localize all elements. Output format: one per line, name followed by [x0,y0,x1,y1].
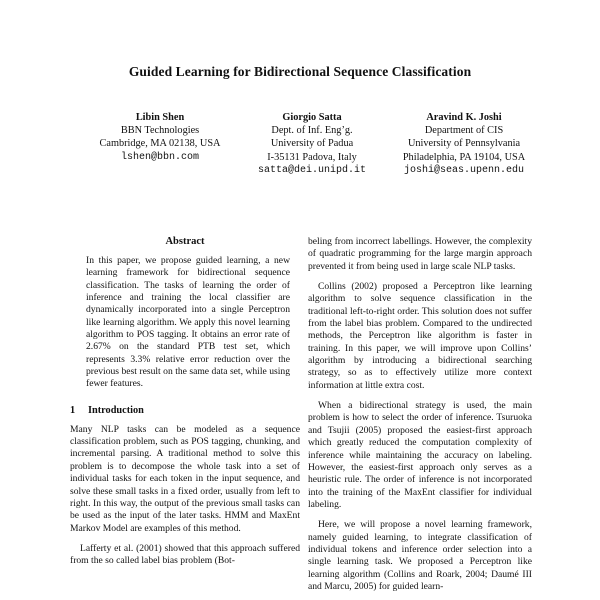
right-column [308,236,532,593]
paragraph: beling from incorrect labellings. However, the complexity of quadratic programming for the large margin approach prevented it from being used in large scale NLP tasks. [308,236,532,272]
author-name: Giorgio Satta [282,112,342,123]
author-affiliation: University of Pennsylvania [407,138,521,150]
paragraph: Collins (2002) proposed a Perceptron like learning algorithm to solve sequence classification in the traditional left-to-right order. This solution does not suffer from the label bias problem. Compared to the undirected methods, the Perceptron like algorithm is faster in training. In this paper, we will improve upon Collins’ algorithm by introducing a bidirectional searching strategy, so as to effectively utilize more context information at little extra cost. [308,281,532,391]
author-email: joshi@seas.upenn.edu [403,164,525,176]
author-3 [384,111,544,177]
left-column [70,236,300,568]
author-affiliation: Dept. of Inf. Eng’g. [271,125,353,137]
author-email: lshen@bbn.com [120,151,199,163]
author-block [0,111,600,186]
section-number: 1 [70,404,76,416]
author-1 [80,111,240,164]
author-affiliation: University of Padua [270,138,354,150]
paper-title: Guided Learning for Bidirectional Sequence Classification [128,64,472,79]
section-title: Introduction [88,404,144,416]
paragraph: Many NLP tasks can be modeled as a sequence classification problem, such as POS tagging, chunking, and incremental parsing. A traditional method to solve this problem is to decompose the whole task into a set of individual tasks for each token in the input sequence, and solve these small tasks in a fixed order, usually from left to right. In this way, the output of the previous small tasks can be used as the input of the later tasks. HMM and MaxEnt Markov Model are examples of this method. [70,423,300,534]
author-email: satta@dei.unipd.it [257,164,367,176]
author-affiliation: Philadelphia, PA 19104, USA [402,151,526,163]
author-affiliation: Department of CIS [424,125,504,137]
author-2 [232,111,392,177]
author-affiliation: I-35131 Padova, Italy [267,151,357,163]
paragraph: Lafferty et al. (2001) showed that this approach suffered from the so called label bias problem (Bot- [70,542,300,567]
author-affiliation: Cambridge, MA 02138, USA [99,138,221,150]
abstract-text: In this paper, we propose guided learning, a new learning framework for bidirectional sequence classification. The tasks of learning the order of inference and training the local classifier are dynamically incorporated into a single Perceptron like learning algorithm. We apply this novel learning algorithm to POS tagging. It obtains an error rate of 2.67% on the standard PTB test set, which represents 3.3% relative error reduction over the previous best result on the same data set, while using fewer features. [86,255,290,390]
author-name: Libin Shen [135,112,185,123]
paragraph: Here, we will propose a novel learning framework, namely guided learning, to integrate classification of individual tokens and inference order selection into a single learning task. We proposed a Perceptron like learning algorithm (Collins and Roark, 2004; Daumé III and Marcu, 2005) for guided learn- [308,519,532,592]
author-affiliation: BBN Technologies [120,125,200,137]
author-name: Aravind K. Joshi [426,112,502,123]
paragraph: When a bidirectional strategy is used, the main problem is how to select the order of inference. Tsuruoka and Tsujii (2005) proposed the easiest-first approach which greatly reduced the computation complexity of inference while maintaining the accuracy on labeling. However, the easiest-first approach only serves as a heuristic rule. The order of inference is not incorporated into the training of the MaxEnt classifier for individual labeling. [308,400,532,510]
abstract-heading: Abstract [165,236,205,247]
section-heading [70,405,300,416]
